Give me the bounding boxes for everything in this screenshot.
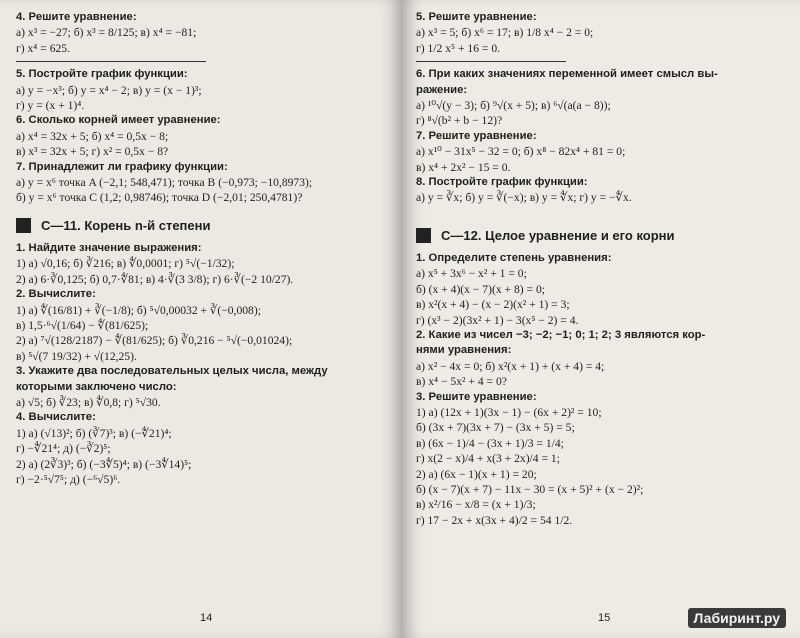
task-heading: 6. При каких значениях переменной имеет смысл вы- [416,68,718,81]
task-heading: 4. Вычислите: [16,411,96,424]
right-block-a [416,10,788,56]
task-heading: 7. Принадлежит ли графику функции: [16,160,228,173]
left-block-a [16,10,388,56]
task-line: в) x⁴ + 2x² − 15 = 0. [416,160,511,174]
section-title: С—12. Целое уравнение и его корни [441,227,675,243]
task-line: а) y = −x³; б) y = x⁴ − 2; в) y = (x − 1)³; [16,83,202,97]
task-line: а) y = ∛x; б) y = ∛(−x); в) y = ∜x; г) y = −∜x. [416,191,632,205]
task-line: б) y = x⁶ точка C (1,2; 0,98746); точка D (−2,01; 250,4781)? [16,191,303,205]
task-heading: 3. Укажите два последовательных целых числа, между [16,365,328,378]
task-line: 2) а) ⁷√(128/2187) − ∜(81/625); б) ∛0,216 − ⁵√(−0,01024); [16,334,293,348]
task-line: а) ¹⁰√(y − 3); б) ⁹√(x + 5); в) ⁶√(a(a − 8)); [416,99,611,113]
task-line: а) x³ = 5; б) x⁶ = 17; в) 1/8 x⁴ − 2 = 0; [416,26,594,40]
task-line: г) 17 − 2x + x(3x + 4)/2 = 54 1/2. [416,513,573,527]
task-heading: которыми заключено число: [16,380,177,393]
task-line: б) (3x + 7)(3x + 7) − (3x + 5) = 5; [416,421,575,435]
task-heading: 6. Сколько корней имеет уравнение: [16,114,221,127]
right-block-b [416,67,788,206]
task-line: 2) а) 6·∛0,125; б) 0,7·∜81; в) 4·∛(3 3/8); г) 6·∛(−2 10/27). [16,272,294,286]
divider [16,61,206,62]
section-marker-icon [416,228,431,243]
left-block-c [16,241,388,488]
task-heading: 8. Постройте график функции: [416,176,588,189]
page-right [402,0,800,638]
task-heading: 5. Постройте график функции: [16,68,188,81]
task-line: в) x²/16 − x/8 = (x + 1)/3; [416,498,536,512]
task-line: г) ⁸√(b² + b − 12)? [416,114,503,128]
task-line: в) x⁴ − 5x² + 4 = 0? [416,375,507,389]
task-line: в) (6x − 1)/4 − (3x + 1)/3 = 1/4; [416,436,564,450]
task-line: г) (x³ − 2)(3x² + 1) − 3(x⁵ − 2) = 4. [416,313,579,327]
task-line: а) x¹⁰ − 31x⁵ − 32 = 0; б) x⁸ − 82x⁴ + 81 = 0; [416,145,626,159]
task-heading: 1. Найдите значение выражения: [16,241,202,254]
task-line: г) 1/2 x⁵ + 16 = 0. [416,41,501,55]
right-block-c [416,251,788,528]
task-line: в) ⁵√(7 19/32) + √(12,25). [16,349,137,363]
divider [416,61,566,62]
task-heading: 3. Решите уравнение: [416,390,537,403]
task-line: 2) а) (6x − 1)(x + 1) = 20; [416,467,537,481]
task-line: б) (x − 7)(x + 7) − 11x − 30 = (x + 5)² + (x − 2)²; [416,482,644,496]
task-heading: 1. Определите степень уравнения: [416,251,612,264]
task-line: г) x(2 − x)/4 + x(3 + 2x)/4 = 1; [416,452,560,466]
task-line: в) 1,5·⁶√(1/64) − ∜(81/625); [16,318,149,332]
task-line: г) −∜21⁴; д) (−∛2)⁵; [16,442,111,456]
task-heading: нями уравнения: [416,344,512,357]
section-title: С—11. Корень n-й степени [41,217,211,233]
watermark-logo: Лабиринт.ру [688,608,787,628]
task-line: а) √5; б) ∛23; в) ∜0,8; г) ⁵√30. [16,395,161,409]
task-line: 2) а) (2∛3)³; б) (−3∜5)⁴; в) (−3∜14)⁵; [16,457,192,471]
task-heading: 5. Решите уравнение: [416,11,537,23]
task-line: а) x⁴ = 32x + 5; б) x⁴ = 0,5x − 8; [16,129,169,143]
task-line: г) −2·⁵√7⁵; д) (−⁶√5)⁶. [16,472,121,486]
task-line: в) x²(x + 4) − (x − 2)(x² + 1) = 3; [416,298,570,312]
task-line: в) x³ = 32x + 5; г) x² = 0,5x − 8? [16,145,169,159]
section-header [416,228,788,243]
task-line: 1) а) ∜(16/81) + ∛(−1/8); б) ⁵√0,00032 + ∛(−0,008); [16,303,261,317]
task-line: а) x³ = −27; б) x³ = 8/125; в) x⁴ = −81; [16,26,197,40]
task-line: а) x² − 4x = 0; б) x²(x + 1) + (x + 4) = 4; [416,359,605,373]
section-marker-icon [16,218,31,233]
task-line: г) y = (x + 1)⁴. [16,99,85,113]
task-heading: 2. Вычислите: [16,288,96,301]
task-line: 1) а) (12x + 1)(3x − 1) − (6x + 2)² = 10; [416,405,602,419]
task-heading: 4. Решите уравнение: [16,11,137,23]
task-line: б) (x + 4)(x − 7)(x + 8) = 0; [416,282,545,296]
left-block-b [16,67,388,206]
task-line: 1) а) √0,16; б) ∛216; в) ∜0,0001; г) ⁵√(−1/32); [16,257,235,271]
page-number: 15 [598,612,611,624]
task-line: г) x⁴ = 625. [16,41,70,55]
task-heading: ражение: [416,83,468,96]
task-heading: 2. Какие из чисел −3; −2; −1; 0; 1; 2; 3 являются кор- [416,328,706,341]
task-heading: 7. Решите уравнение: [416,129,537,142]
page-number: 14 [200,612,213,624]
section-header [16,218,388,233]
task-line: а) y = x⁶ точка A (−2,1; 548,471); точка B (−0,973; −10,8973); [16,176,313,190]
task-line: 1) а) (√13)²; б) (∛7)³; в) (−∜21)⁴; [16,426,172,440]
task-line: а) x⁵ + 3x⁶ − x² + 1 = 0; [416,267,527,281]
